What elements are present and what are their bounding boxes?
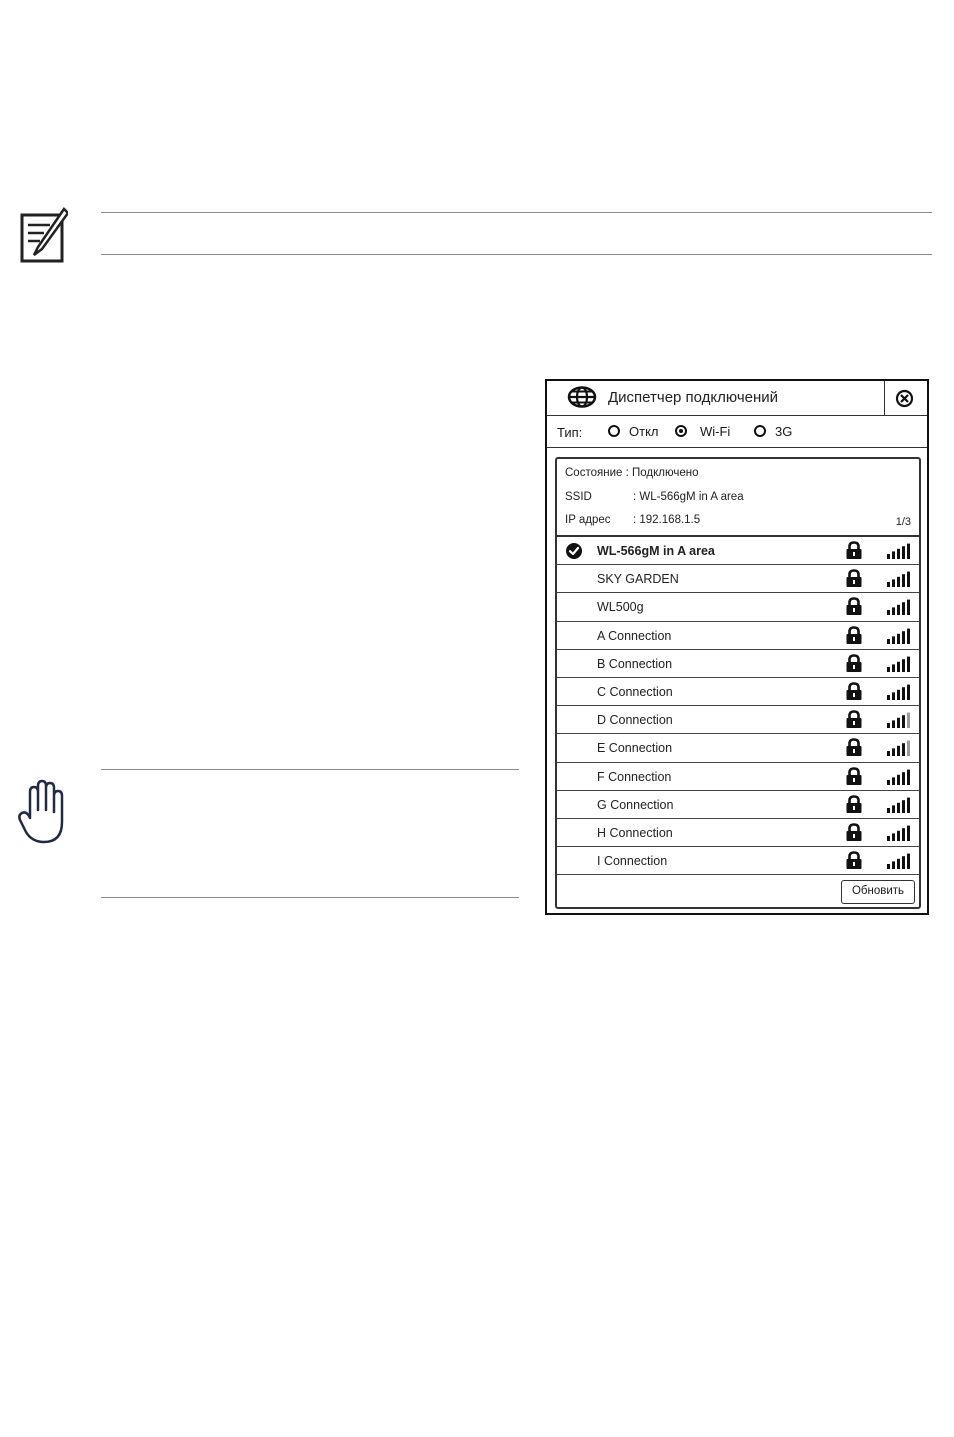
radio-3g-label: 3G — [775, 424, 793, 439]
network-name: G Connection — [597, 797, 674, 812]
signal-bars-icon — [887, 571, 911, 587]
network-row[interactable] — [557, 706, 919, 734]
status-state-line — [565, 467, 698, 479]
status-ip-line — [565, 514, 905, 526]
network-name: F Connection — [597, 769, 672, 784]
note-top-rule — [101, 212, 932, 213]
note-bottom-rule — [101, 254, 932, 255]
radio-wifi-label: Wi-Fi — [700, 424, 731, 439]
status-ssid-line — [565, 491, 905, 503]
lock-icon — [845, 654, 863, 673]
ip-value: : 192.168.1.5 — [633, 514, 701, 526]
signal-bars-icon — [887, 543, 911, 559]
state-value: : Подключено — [625, 467, 699, 479]
ssid-key: SSID — [565, 491, 592, 503]
dialog-titlebar — [547, 381, 927, 416]
network-name: I Connection — [597, 854, 668, 869]
note-pencil-icon — [20, 207, 68, 265]
radio-wifi[interactable] — [675, 425, 687, 437]
network-row[interactable] — [557, 819, 919, 847]
lock-icon — [845, 710, 863, 729]
lock-icon — [845, 569, 863, 588]
signal-bars-icon — [887, 599, 911, 615]
network-list — [557, 537, 919, 875]
network-name: H Connection — [597, 825, 673, 840]
refresh-button[interactable]: Обновить — [841, 880, 915, 904]
hand-stop-icon — [16, 778, 68, 846]
radio-off[interactable] — [608, 425, 620, 437]
state-key: Состояние — [565, 467, 623, 479]
dialog-title: Диспетчер подключений — [608, 389, 779, 406]
network-name: D Connection — [597, 713, 673, 728]
radio-3g[interactable] — [754, 425, 766, 437]
network-name: B Connection — [597, 656, 673, 671]
radio-off-label: Откл — [629, 424, 659, 439]
status-section — [557, 459, 919, 537]
lock-icon — [845, 597, 863, 616]
ssid-value: : WL-566gM in A area — [633, 491, 744, 503]
lock-icon — [845, 541, 863, 560]
network-name: A Connection — [597, 628, 672, 643]
warning-bottom-rule — [101, 897, 519, 898]
check-circle-icon — [566, 543, 582, 559]
signal-bars-icon — [887, 740, 911, 756]
lock-icon — [845, 682, 863, 701]
lock-icon — [845, 795, 863, 814]
lock-icon — [845, 626, 863, 645]
signal-bars-icon — [887, 797, 911, 813]
networks-panel — [555, 457, 921, 909]
network-row[interactable] — [557, 537, 919, 565]
page-indicator: 1/3 — [895, 516, 911, 528]
signal-bars-icon — [887, 656, 911, 672]
network-name: WL500g — [597, 600, 644, 615]
network-row[interactable] — [557, 734, 919, 762]
network-row[interactable] — [557, 593, 919, 621]
network-name: C Connection — [597, 684, 673, 699]
close-separator — [884, 381, 885, 415]
network-row[interactable] — [557, 565, 919, 593]
connection-type-bar — [547, 417, 927, 448]
network-name: E Connection — [597, 741, 673, 756]
type-label: Тип: — [557, 425, 583, 440]
signal-bars-icon — [887, 712, 911, 728]
signal-bars-icon — [887, 853, 911, 869]
lock-icon — [845, 823, 863, 842]
warning-top-rule — [101, 769, 519, 770]
globe-icon — [567, 386, 597, 408]
network-row[interactable] — [557, 622, 919, 650]
close-icon[interactable] — [895, 389, 914, 408]
lock-icon — [845, 851, 863, 870]
network-row[interactable] — [557, 650, 919, 678]
ip-key: IP адрес — [565, 514, 611, 526]
network-row[interactable] — [557, 791, 919, 819]
lock-icon — [845, 767, 863, 786]
lock-icon — [845, 738, 863, 757]
network-row[interactable] — [557, 763, 919, 791]
network-row[interactable] — [557, 678, 919, 706]
signal-bars-icon — [887, 628, 911, 644]
network-name: WL-566gM in A area — [597, 544, 715, 558]
signal-bars-icon — [887, 684, 911, 700]
connection-manager-dialog — [545, 379, 929, 915]
network-name: SKY GARDEN — [597, 572, 679, 587]
network-row[interactable] — [557, 847, 919, 875]
signal-bars-icon — [887, 769, 911, 785]
signal-bars-icon — [887, 825, 911, 841]
